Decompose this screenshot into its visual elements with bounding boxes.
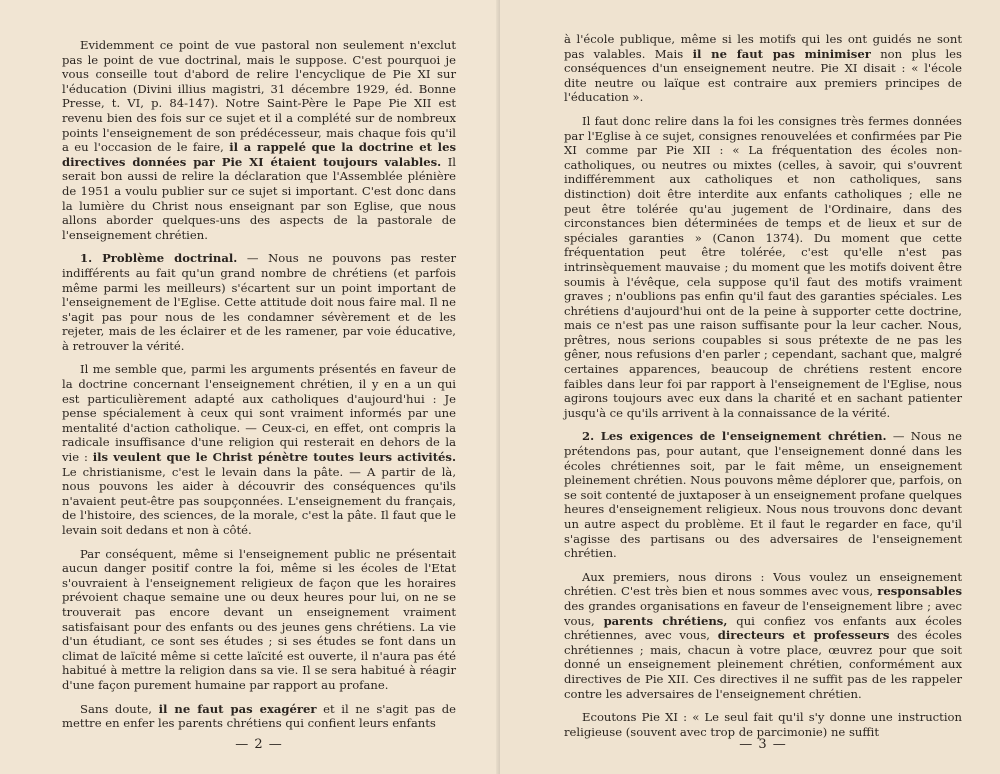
text-run: Sans doute, xyxy=(80,701,159,716)
bold-text: il ne faut pas exagérer xyxy=(158,701,317,716)
text-run: Evidemment ce point de vue pastoral non seulement n'exclut pas le point de vue doctrinal, mais le suppose. C'est pourquoi je vous conseille tout d'abord de relire l'encyclique de Pie XI sur l'éducation (Divini illius magistri, 31 décembre 1929, éd. Bonne Presse, t. VI, p. 84-147). Notre Saint-Père le Pape Pie XII est revenu bien des fois sur ce sujet et il a complété sur de nombreux points l'enseignement de son prédécesseur, mais chaque fois qu'il a eu l'occasion de le faire, xyxy=(62,38,456,155)
bold-text: responsables xyxy=(877,584,962,599)
text-run: des grandes organisations en faveur de l'enseignement libre ; avec vous, xyxy=(564,598,962,628)
paragraph xyxy=(564,429,962,560)
paragraph xyxy=(564,710,962,739)
paragraph xyxy=(62,38,456,242)
paragraph xyxy=(62,251,456,353)
paragraph xyxy=(62,702,456,731)
right-page xyxy=(500,0,1000,774)
bold-text: il ne faut pas minimiser xyxy=(692,46,871,61)
paragraph xyxy=(564,570,962,701)
text-run: Le christianisme, c'est le levain dans la pâte. — A partir de là, nous pouvons les aider à découvrir des conséquences qu'ils n'avaient peut-être pas soupçonnées. L'enseignement du français, de l'histoire, des sciences, de la morale, c'est la pâte. Il faut que le levain soit dedans et non à côté. xyxy=(62,464,456,537)
text-run: Aux premiers, nous dirons : Vous voulez un enseignement chrétien. C'est très bien et nous sommes avec vous, xyxy=(564,569,962,599)
left-page-text xyxy=(62,38,456,731)
page-number-right: — 3 — xyxy=(739,737,787,752)
paragraph xyxy=(564,114,962,420)
bold-text: directeurs et professeurs xyxy=(717,628,890,643)
text-run: Par conséquent, même si l'enseignement public ne présentait aucun danger positif contre la foi, même si les écoles de l'Etat s'ouvraient à l'enseignement religieux de façon que les horaires prévoient chaque semaine une ou deux heures pour lui, on ne se trouverait pas encore devant un enseignement vraiment satisfaisant pour des enfants ou des jeunes gens chrétiens. La vie d'un étudiant, ce sont ses études ; si ses études se font dans un climat de laïcité même si cette laïcité est ouverte, il n'aura pas été habitué à mettre la religion dans sa vie. Il se sera habitué à réagir d'une façon purement humaine par rapport au profane. xyxy=(62,546,456,692)
right-page-text xyxy=(564,32,962,739)
text-run: Ecoutons Pie XI : « Le seul fait qu'il s'y donne une instruction religieuse (souvent avec trop de parcimonie) ne suffit xyxy=(564,710,962,739)
text-run: qui confiez vos enfants aux écoles chrétiennes, avec vous, xyxy=(564,613,962,643)
text-run: Il serait bon aussi de relire la déclaration que l'Assemblée plénière de 1951 a voulu publier sur ce sujet si important. C'est donc dans la lumière du Christ nous enseignant par son Eglise, que nous allons aborder quelques-uns des aspects de la pastorale de l'enseignement chrétien. xyxy=(62,154,456,242)
text-run: — Nous ne prétendons pas, pour autant, que l'enseignement donné dans les écoles chrétiennes soit, par le fait même, un enseignement pleinement chrétien. Nous pouvons même déplorer que, parfois, on se soit contenté de juxtaposer à un enseignement profane quelques heures d'enseignement religieux. Nous nous trouvons donc devant un autre aspect du problème. Et il faut le regarder en face, qu'il s'agisse des partisans ou des adversaires de l'enseignement chrétien. xyxy=(564,429,963,561)
text-run: à l'école publique, même si les motifs qui les ont guidés ne sont pas valables. Mais xyxy=(564,32,962,61)
text-run: Il me semble que, parmi les arguments présentés en faveur de la doctrine concernant l'enseignement chrétien, il y en a un qui est particulièrement adapté aux catholiques d'aujourd'hui : Je pense spécialement à ceux qui sont vraiment informés par une mentalité d'action catholique. — Ceux-ci, en effet, ont compris la radicale insuffisance d'une religion qui resterait en dehors de la vie : xyxy=(62,362,456,465)
bold-text: 2. Les exigences de l'enseignement chrétien. xyxy=(582,429,887,444)
text-run: non plus les conséquences d'un enseignement neutre. Pie XI disait : « l'école dite neutre ou laïque est contraire aux premiers principes de l'éducation ». xyxy=(564,46,962,105)
page-number-left: — 2 — xyxy=(235,737,283,752)
bold-text: 1. Problème doctrinal. xyxy=(80,251,238,266)
text-run: Il faut donc relire dans la foi les consignes très fermes données par l'Eglise à ce sujet, consignes renouvelées et confirmées par Pie XI comme par Pie XII : « La fréquentation des écoles non-catholiques, ou neutres ou mixtes (celles, à savoir, qui s'ouvrent indifféremment aux catholiques et non catholiques, sans distinction) doit être interdite aux enfants catholiques ; elle ne peut être tolérée qu'au jugement de l'Ordinaire, dans des circonstances bien déterminées de temps et de lieux et sur de spéciales garanties » (Canon 1374). Du moment que cette fréquentation peut être tolérée, c'est qu'elle n'est pas intrinsèquement mauvaise ; du moment que les motifs doivent être soumis à l'évêque, cela suppose qu'il faut des motifs vraiment graves ; n'oublions pas enfin qu'il faut des garanties spéciales. Les chrétiens d'aujourd'hui ont de la peine à supporter cette doctrine, mais ce n'est pas une raison suffisante pour la leur cacher. Nous, prêtres, nous serions coupables si sous prétexte de ne pas les gêner, nous refusions d'en parler ; cependant, sachant que, malgré certaines apparences, beaucoup de chrétiens restent encore faibles dans leur foi par rapport à l'enseignement de l'Eglise, nous agirons toujours avec eux dans la charité et en sachant patienter jusqu'à ce qu'ils arrivent à la connaissance de la vérité. xyxy=(564,113,962,420)
bold-text: il a rappelé que la doctrine et les directives données par Pie XI étaient toujours valables. xyxy=(62,140,456,169)
bold-text: parents chrétiens, xyxy=(603,613,728,628)
text-run: et il ne s'agit pas de mettre en enfer les parents chrétiens qui confient leurs enfants xyxy=(62,701,456,731)
paragraph xyxy=(62,362,456,537)
paragraph xyxy=(62,547,456,693)
bold-text: ils veulent que le Christ pénètre toutes leurs activités. xyxy=(92,450,456,465)
text-run: — Nous ne pouvons pas rester indifférents au fait qu'un grand nombre de chrétiens (et parfois même parmi les meilleurs) s'écartent sur un point important de l'enseignement de l'Eglise. Cette attitude doit nous faire mal. Il ne s'agit pas pour nous de les condamner sévèrement et de les rejeter, mais de les éclairer et de les ramener, par voie éducative, à retrouver la vérité. xyxy=(62,251,456,353)
paragraph xyxy=(564,32,962,105)
text-run: des écoles chrétiennes ; mais, chacun à votre place, œuvrez pour que soit donné un enseignement pleinement chrétien, conformément aux directives de Pie XII. Ces directives il ne suffit pas de les rappeler contre les adversaires de l'enseignement chrétien. xyxy=(564,628,962,701)
